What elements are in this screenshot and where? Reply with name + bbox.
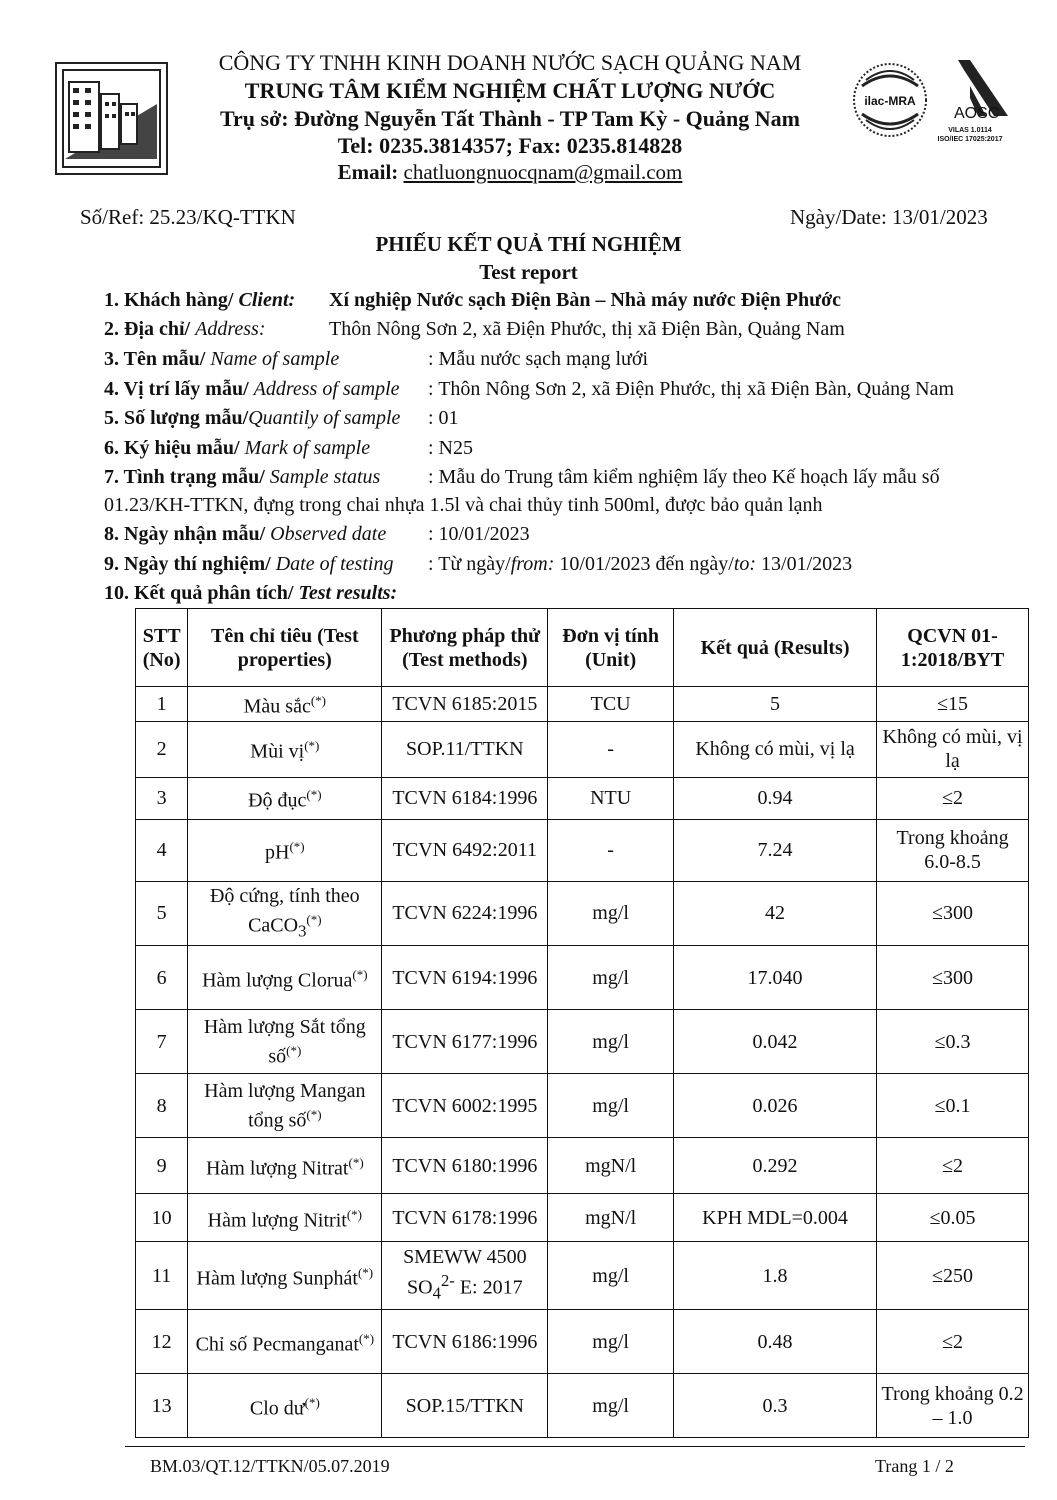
cell-standard: ≤0.05 — [877, 1194, 1029, 1242]
client-label-en: Client: — [238, 289, 296, 311]
company-address: Trụ sở: Đường Nguyễn Tất Thành - TP Tam Kỳ - Quảng Nam — [220, 106, 800, 131]
cell-standard: ≤0.1 — [877, 1074, 1029, 1138]
table-row — [136, 1194, 1029, 1242]
cell-unit: mg/l — [548, 1374, 674, 1438]
cell-property: Màu sắc(*) — [188, 687, 382, 722]
address-label-en: Address: — [195, 318, 266, 340]
company-logo — [55, 62, 168, 175]
cell-result: Không có mùi, vị lạ — [673, 721, 876, 777]
cell-property: Độ đục(*) — [188, 777, 382, 819]
client-line — [104, 289, 842, 312]
cell-standard: ≤0.3 — [877, 1010, 1029, 1074]
cell-unit: - — [548, 819, 674, 881]
cell-result: 17.040 — [673, 946, 876, 1010]
observed-date-line — [104, 523, 530, 546]
cell-no: 9 — [136, 1138, 188, 1194]
cell-method: SMEWW 4500 $SO_4^{2-}$ E: 2017 — [382, 1242, 548, 1310]
table-row — [136, 687, 1029, 722]
sample-quantity-line — [104, 407, 459, 430]
observed-label: 8. Ngày nhận mẫu/ — [104, 523, 271, 545]
table-row — [136, 881, 1029, 946]
cell-no: 3 — [136, 777, 188, 819]
mark-label-en: Mark of sample — [244, 437, 371, 459]
cell-unit: mg/l — [548, 1074, 674, 1138]
cell-no: 13 — [136, 1374, 188, 1438]
sample-value: : Mẫu nước sạch mạng lưới — [428, 348, 649, 370]
results-heading-line — [104, 582, 397, 605]
iso-text: ISO/IEC 17025:2017 — [937, 136, 1003, 143]
results-label-en: Test results: — [298, 582, 398, 604]
cell-method: TCVN 6002:1995 — [382, 1074, 548, 1138]
vilas-text: VILAS 1.0114 — [948, 127, 992, 134]
company-email-line — [180, 160, 840, 185]
aosc-logo — [930, 56, 1010, 146]
testing-date-line — [104, 553, 853, 576]
table-header-row — [136, 609, 1029, 687]
email-link[interactable]: chatluongnuocqnam@gmail.com — [403, 160, 683, 184]
table-row — [136, 1310, 1029, 1374]
form-code: BM.03/QT.12/TTKN/05.07.2019 — [150, 1456, 390, 1476]
cell-no: 1 — [136, 687, 188, 722]
cell-property: Hàm lượng Nitrit(*) — [188, 1194, 382, 1242]
cell-no: 4 — [136, 819, 188, 881]
cell-property: Hàm lượng Sunphát(*) — [188, 1242, 382, 1310]
cell-property: pH(*) — [188, 819, 382, 881]
cell-property: Chỉ số Pecmanganat(*) — [188, 1310, 382, 1374]
cell-unit: mg/l — [548, 1010, 674, 1074]
status-label: 7. Tình trạng mẫu/ — [104, 466, 270, 488]
table-row — [136, 1374, 1029, 1438]
testing-value: : Từ ngày/from: 10/01/2023 đến ngày/to: 13/01/2023 — [428, 553, 853, 575]
cell-unit: TCU — [548, 687, 674, 722]
report-subtitle: Test report — [479, 260, 578, 284]
address-label: 2. Địa chỉ/ — [104, 318, 196, 340]
quantity-label-en: Quantily of sample — [248, 407, 401, 429]
report-title: PHIẾU KẾT QUẢ THÍ NGHIỆM — [375, 232, 682, 256]
table-row — [136, 1010, 1029, 1074]
cell-result: KPH MDL=0.004 — [673, 1194, 876, 1242]
sample-status-line-2 — [104, 494, 823, 517]
company-name: CÔNG TY TNHH KINH DOANH NƯỚC SẠCH QUẢNG NAM — [218, 50, 802, 75]
cell-method: TCVN 6180:1996 — [382, 1138, 548, 1194]
client-label: 1. Khách hàng/ — [104, 289, 239, 311]
cell-result: 7.24 — [673, 819, 876, 881]
cell-method: TCVN 6178:1996 — [382, 1194, 548, 1242]
table-row — [136, 819, 1029, 881]
cell-result: 0.026 — [673, 1074, 876, 1138]
ref-number: Số/Ref: 25.23/KQ-TTKN — [80, 205, 296, 229]
cell-result: 0.94 — [673, 777, 876, 819]
cell-method: TCVN 6224:1996 — [382, 881, 548, 946]
location-label-en: Address of sample — [253, 378, 400, 400]
center-name: TRUNG TÂM KIỂM NGHIỆM CHẤT LƯỢNG NƯỚC — [244, 78, 776, 103]
cell-unit: mg/l — [548, 881, 674, 946]
cell-unit: NTU — [548, 777, 674, 819]
testing-label: 9. Ngày thí nghiệm/ — [104, 553, 276, 575]
cell-no: 6 — [136, 946, 188, 1010]
cell-no: 8 — [136, 1074, 188, 1138]
status-value: : Mẫu do Trung tâm kiểm nghiệm lấy theo Kế hoạch lấy mẫu số — [428, 466, 940, 488]
company-phone: Tel: 0235.3814357; Fax: 0235.814828 — [337, 133, 683, 158]
header-methods: Phương pháp thử (Test methods) — [382, 609, 548, 687]
cell-unit: mg/l — [548, 946, 674, 1010]
header-standard: QCVN 01-1:2018/BYT — [877, 609, 1029, 687]
cell-method: TCVN 6186:1996 — [382, 1310, 548, 1374]
sample-name-line — [104, 348, 649, 371]
header-unit: Đơn vị tính (Unit) — [548, 609, 674, 687]
report-date: Ngày/Date: 13/01/2023 — [790, 205, 988, 229]
cell-method: SOP.11/TTKN — [382, 721, 548, 777]
results-label: 10. Kết quả phân tích/ — [104, 582, 299, 604]
cell-standard: ≤2 — [877, 1138, 1029, 1194]
location-value: : Thôn Nông Sơn 2, xã Điện Phước, thị xã Điện Bàn, Quảng Nam — [428, 378, 955, 400]
cell-property: Độ cứng, tính theo CaCO$_3$(*) — [188, 881, 382, 946]
table-row — [136, 946, 1029, 1010]
ilac-text: ilac-MRA — [864, 94, 916, 108]
cell-unit: mg/l — [548, 1242, 674, 1310]
cell-standard: Trong khoảng 6.0-8.5 — [877, 819, 1029, 881]
cell-no: 7 — [136, 1010, 188, 1074]
cell-method: TCVN 6185:2015 — [382, 687, 548, 722]
email-label: Email: — [337, 160, 399, 184]
cell-no: 2 — [136, 721, 188, 777]
cell-result: 0.48 — [673, 1310, 876, 1374]
cell-method: TCVN 6177:1996 — [382, 1010, 548, 1074]
cell-standard: ≤300 — [877, 881, 1029, 946]
mark-value: : N25 — [428, 437, 473, 459]
address-value: Thôn Nông Sơn 2, xã Điện Phước, thị xã Điện Bàn, Quảng Nam — [329, 318, 845, 340]
sample-status-line — [104, 466, 940, 489]
cell-result: 0.3 — [673, 1374, 876, 1438]
status-value-2: 01.23/KH-TTKN, đựng trong chai nhựa 1.5l và chai thủy tinh 500ml, được bảo quản lạnh — [104, 494, 823, 516]
status-label-en: Sample status — [269, 466, 381, 488]
sample-mark-line — [104, 437, 473, 460]
cell-result: 42 — [673, 881, 876, 946]
header-results: Kết quả (Results) — [673, 609, 876, 687]
aosc-text: AOSC — [954, 105, 1000, 122]
cell-unit: mgN/l — [548, 1138, 674, 1194]
footer-divider — [125, 1446, 1025, 1447]
cell-result: 0.042 — [673, 1010, 876, 1074]
cell-result: 0.292 — [673, 1138, 876, 1194]
cell-method: TCVN 6492:2011 — [382, 819, 548, 881]
results-table — [135, 608, 1029, 1438]
sample-label-en: Name of sample — [210, 348, 340, 370]
observed-value: : 10/01/2023 — [428, 523, 530, 545]
cell-no: 5 — [136, 881, 188, 946]
table-row — [136, 1138, 1029, 1194]
testing-label-en: Date of testing — [275, 553, 394, 575]
cell-standard: ≤2 — [877, 1310, 1029, 1374]
cell-standard: ≤2 — [877, 777, 1029, 819]
cell-standard: Không có mùi, vị lạ — [877, 721, 1029, 777]
sample-label: 3. Tên mẫu/ — [104, 348, 211, 370]
observed-label-en: Observed date — [270, 523, 387, 545]
mark-label: 6. Ký hiệu mẫu/ — [104, 437, 245, 459]
client-value: Xí nghiệp Nước sạch Điện Bàn – Nhà máy nước Điện Phước — [329, 289, 842, 311]
cell-standard: ≤250 — [877, 1242, 1029, 1310]
cell-standard: Trong khoảng 0.2 – 1.0 — [877, 1374, 1029, 1438]
address-line — [104, 318, 845, 341]
cell-standard: ≤300 — [877, 946, 1029, 1010]
cell-property: Hàm lượng Clorua(*) — [188, 946, 382, 1010]
cell-method: TCVN 6194:1996 — [382, 946, 548, 1010]
cell-no: 12 — [136, 1310, 188, 1374]
cell-no: 11 — [136, 1242, 188, 1310]
quantity-label: 5. Số lượng mẫu/ — [104, 407, 249, 429]
header-stt: STT (No) — [136, 609, 188, 687]
table-row — [136, 1074, 1029, 1138]
cell-unit: mg/l — [548, 1310, 674, 1374]
cell-property: Hàm lượng Sắt tổng số(*) — [188, 1010, 382, 1074]
cell-unit: - — [548, 721, 674, 777]
cell-standard: ≤15 — [877, 687, 1029, 722]
cell-method: SOP.15/TTKN — [382, 1374, 548, 1438]
page-number: Trang 1 / 2 — [875, 1456, 954, 1476]
cell-property: Clo dư(*) — [188, 1374, 382, 1438]
table-row — [136, 1242, 1029, 1310]
cell-property: Hàm lượng Nitrat(*) — [188, 1138, 382, 1194]
location-label: 4. Vị trí lấy mẫu/ — [104, 378, 254, 400]
sample-location-line — [104, 378, 955, 401]
table-row — [136, 777, 1029, 819]
table-row — [136, 721, 1029, 777]
cell-unit: mgN/l — [548, 1194, 674, 1242]
cell-result: 5 — [673, 687, 876, 722]
cell-result: 1.8 — [673, 1242, 876, 1310]
quantity-value: : 01 — [428, 407, 459, 429]
cell-method: TCVN 6184:1996 — [382, 777, 548, 819]
ilac-mra-logo — [850, 56, 930, 144]
cell-no: 10 — [136, 1194, 188, 1242]
cell-property: Mùi vị(*) — [188, 721, 382, 777]
header-properties: Tên chỉ tiêu (Test properties) — [188, 609, 382, 687]
cell-property: Hàm lượng Mangan tổng số(*) — [188, 1074, 382, 1138]
